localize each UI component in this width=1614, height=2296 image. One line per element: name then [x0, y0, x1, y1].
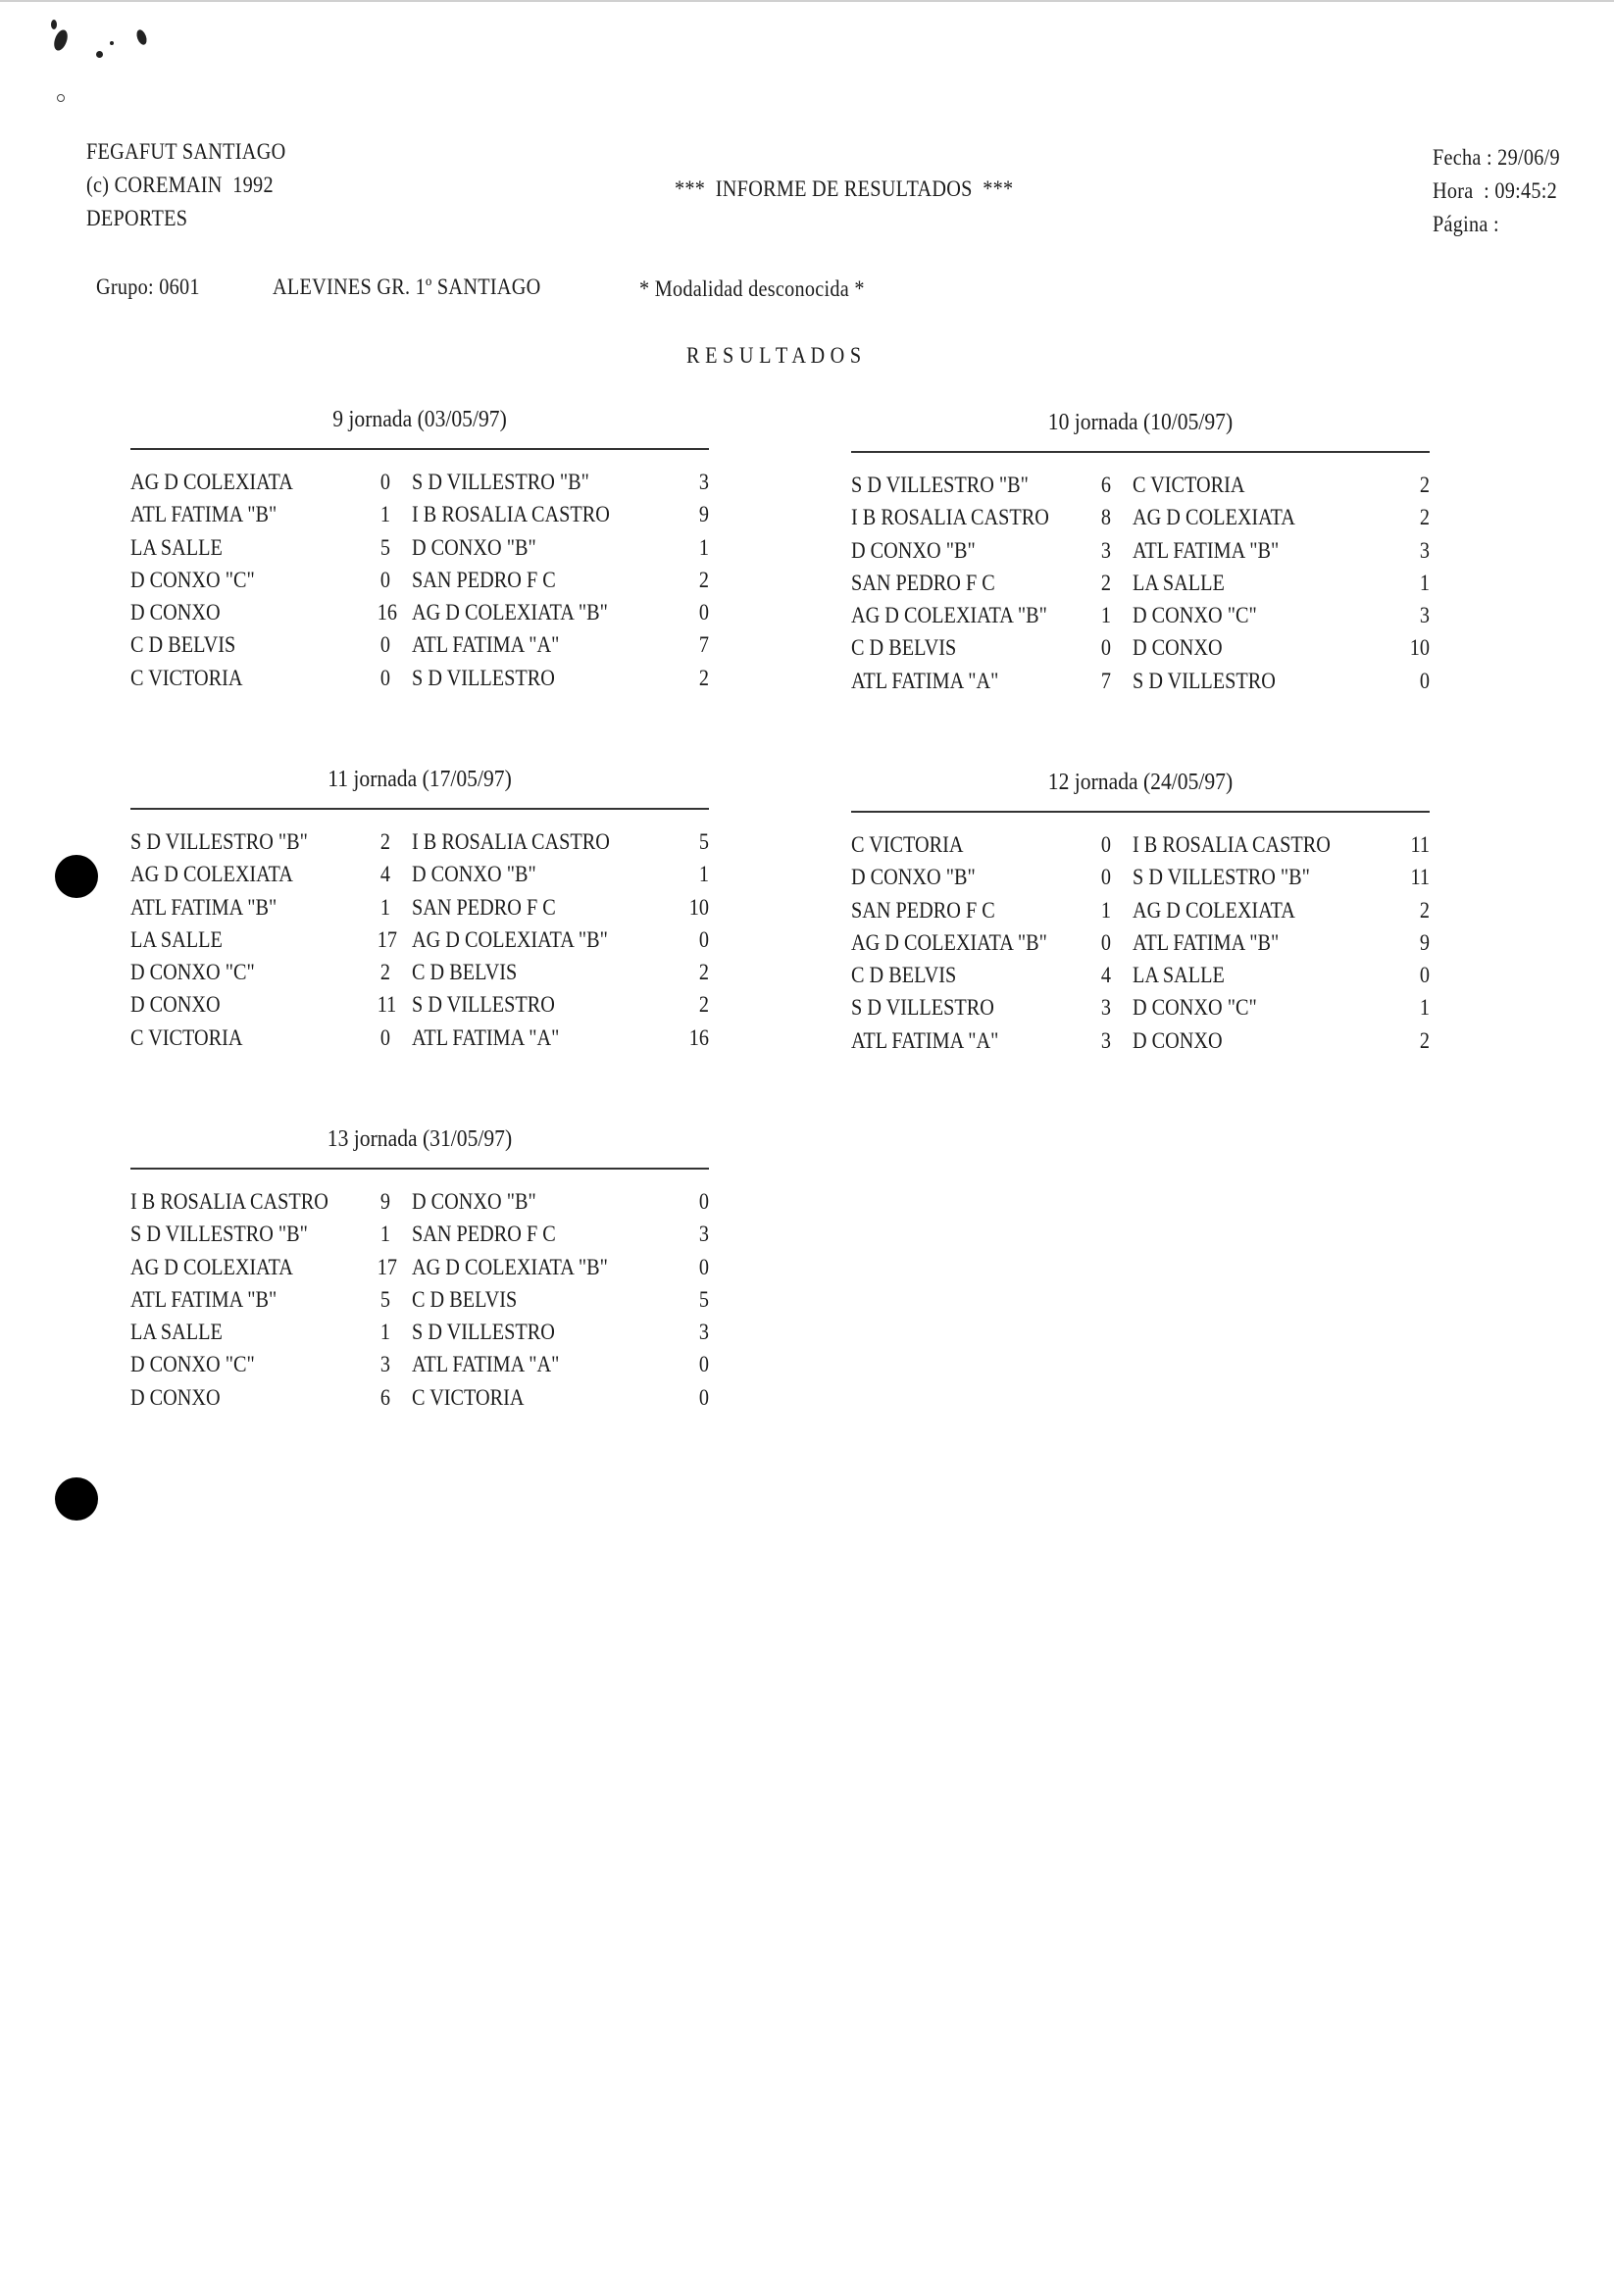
- away-team: D CONXO "B": [412, 534, 536, 560]
- away-team: S D VILLESTRO "B": [1133, 865, 1310, 890]
- match-row: [130, 891, 719, 923]
- home-score: 3: [1100, 995, 1111, 1021]
- match-row: [130, 1022, 719, 1054]
- home-team: ATL FATIMA "A": [851, 668, 999, 693]
- home-team: D CONXO "B": [851, 537, 976, 563]
- home-team: D CONXO "C": [130, 960, 255, 985]
- match-row: [851, 534, 1439, 567]
- match-row: [851, 665, 1439, 697]
- match-row: [130, 628, 719, 661]
- scan-speck: [57, 94, 65, 102]
- away-score: 3: [1419, 537, 1430, 563]
- home-team: AG D COLEXIATA: [130, 470, 293, 494]
- home-team: S D VILLESTRO "B": [130, 1222, 308, 1247]
- home-score: 1: [379, 502, 390, 527]
- home-team: D CONXO: [130, 600, 221, 625]
- match-list: [130, 825, 719, 1054]
- match-row: [130, 1348, 719, 1380]
- match-row: [130, 564, 719, 596]
- modality-label: * Modalidad desconocida *: [639, 276, 865, 301]
- match-row: [851, 501, 1439, 533]
- away-team: C D BELVIS: [412, 1286, 518, 1312]
- round-title: 9 jornada (03/05/97): [332, 407, 507, 432]
- away-team: D CONXO: [1133, 635, 1223, 661]
- home-score: 5: [379, 534, 390, 560]
- away-team: ATL FATIMA "B": [1133, 929, 1280, 955]
- match-row: [130, 1283, 719, 1316]
- away-team: SAN PEDRO F C: [412, 894, 556, 920]
- away-score: 2: [1419, 897, 1430, 923]
- home-score: 3: [1100, 537, 1111, 563]
- match-row: [851, 599, 1439, 631]
- home-score: 0: [1100, 865, 1111, 890]
- home-score: 3: [379, 1352, 390, 1377]
- away-score: 2: [698, 960, 709, 985]
- away-score: 2: [698, 665, 709, 690]
- round-rule: [130, 808, 709, 810]
- home-score: 0: [1100, 929, 1111, 955]
- match-row: [851, 1024, 1439, 1057]
- match-row: [851, 828, 1439, 861]
- home-score: 1: [1100, 897, 1111, 923]
- away-score: 5: [698, 829, 709, 854]
- home-team: S D VILLESTRO "B": [130, 829, 308, 854]
- home-team: SAN PEDRO F C: [851, 897, 995, 923]
- away-score: 16: [688, 1024, 709, 1050]
- home-score: 1: [1100, 603, 1111, 628]
- home-score: 2: [379, 829, 390, 854]
- home-score: 1: [379, 1320, 390, 1345]
- home-score: 0: [379, 567, 390, 592]
- away-team: ATL FATIMA "A": [412, 632, 560, 658]
- home-score: 1: [379, 1222, 390, 1247]
- home-score: 0: [379, 1024, 390, 1050]
- home-score: 17: [377, 926, 398, 952]
- away-score: 1: [698, 862, 709, 887]
- away-score: 2: [698, 567, 709, 592]
- home-score: 3: [1100, 1027, 1111, 1053]
- home-team: AG D COLEXIATA: [130, 862, 293, 887]
- away-team: ATL FATIMA "B": [1133, 537, 1280, 563]
- match-row: [851, 631, 1439, 664]
- away-team: S D VILLESTRO: [412, 1320, 555, 1345]
- away-score: 11: [1410, 832, 1430, 857]
- match-row: [130, 988, 719, 1021]
- home-score: 11: [377, 992, 397, 1018]
- scan-speck: [135, 28, 149, 46]
- away-score: 3: [698, 470, 709, 494]
- home-team: C D BELVIS: [851, 963, 957, 988]
- home-score: 2: [379, 960, 390, 985]
- home-team: S D VILLESTRO "B": [851, 473, 1029, 497]
- home-score: 17: [377, 1254, 398, 1279]
- home-team: SAN PEDRO F C: [851, 570, 995, 595]
- home-team: D CONXO "C": [130, 1352, 255, 1377]
- away-team: LA SALLE: [1133, 570, 1225, 595]
- punch-hole: [55, 1477, 98, 1521]
- home-score: 0: [379, 665, 390, 690]
- away-team: AG D COLEXIATA "B": [412, 926, 608, 952]
- match-list: [130, 466, 719, 694]
- match-row: [851, 567, 1439, 599]
- match-row: [130, 1251, 719, 1283]
- away-team: S D VILLESTRO "B": [412, 470, 589, 494]
- home-score: 5: [379, 1286, 390, 1312]
- home-score: 4: [1100, 963, 1111, 988]
- match-row: [130, 466, 719, 498]
- away-team: AG D COLEXIATA "B": [412, 1254, 608, 1279]
- round-rule: [851, 811, 1430, 813]
- home-score: 0: [1100, 635, 1111, 661]
- round-title: 11 jornada (17/05/97): [328, 767, 512, 792]
- match-row: [130, 531, 719, 564]
- match-row: [851, 894, 1439, 926]
- match-row: [130, 498, 719, 530]
- home-score: 6: [379, 1384, 390, 1410]
- away-score: 3: [698, 1320, 709, 1345]
- away-score: 0: [1419, 963, 1430, 988]
- away-team: SAN PEDRO F C: [412, 1222, 556, 1247]
- report-title: *** INFORME DE RESULTADOS ***: [675, 176, 1014, 201]
- away-score: 5: [698, 1286, 709, 1312]
- away-score: 0: [698, 1189, 709, 1214]
- round-rule: [130, 1168, 709, 1170]
- home-team: D CONXO: [130, 1384, 221, 1410]
- round-title: 10 jornada (10/05/97): [1047, 410, 1234, 435]
- match-row: [130, 662, 719, 694]
- home-team: ATL FATIMA "B": [130, 502, 277, 527]
- home-team: D CONXO: [130, 992, 221, 1018]
- round-rule: [851, 451, 1430, 453]
- away-score: 1: [1419, 995, 1430, 1021]
- away-team: D CONXO "B": [412, 862, 536, 887]
- away-team: S D VILLESTRO: [412, 665, 555, 690]
- home-team: C D BELVIS: [130, 632, 236, 658]
- home-team: LA SALLE: [130, 1320, 223, 1345]
- match-row: [851, 991, 1439, 1023]
- away-score: 2: [1419, 1027, 1430, 1053]
- match-row: [130, 825, 719, 858]
- home-team: AG D COLEXIATA: [130, 1254, 293, 1279]
- home-score: 7: [1100, 668, 1111, 693]
- match-row: [130, 956, 719, 988]
- away-team: AG D COLEXIATA: [1133, 897, 1295, 923]
- section-title: R E S U L T A D O S: [686, 343, 862, 368]
- away-score: 0: [698, 1254, 709, 1279]
- home-team: C VICTORIA: [130, 1024, 243, 1050]
- home-score: 9: [379, 1189, 390, 1214]
- scan-speck: [51, 20, 57, 29]
- home-score: 0: [1100, 832, 1111, 857]
- round-rule: [130, 448, 709, 450]
- away-team: S D VILLESTRO: [1133, 668, 1276, 693]
- home-team: D CONXO "B": [851, 865, 976, 890]
- group-code: Grupo: 0601: [96, 275, 200, 299]
- match-list: [130, 1185, 719, 1414]
- round-title: 12 jornada (24/05/97): [1047, 770, 1234, 795]
- home-team: C VICTORIA: [130, 665, 243, 690]
- away-score: 0: [1419, 668, 1430, 693]
- away-team: ATL FATIMA "A": [412, 1024, 560, 1050]
- away-team: AG D COLEXIATA "B": [412, 600, 608, 625]
- home-team: AG D COLEXIATA "B": [851, 603, 1047, 628]
- home-score: 8: [1100, 505, 1111, 530]
- away-team: D CONXO: [1133, 1027, 1223, 1053]
- home-team: S D VILLESTRO: [851, 995, 994, 1021]
- away-team: C VICTORIA: [412, 1384, 525, 1410]
- department-line: DEPORTES: [86, 206, 188, 230]
- home-team: AG D COLEXIATA "B": [851, 929, 1047, 955]
- away-score: 2: [698, 992, 709, 1018]
- away-score: 10: [688, 894, 709, 920]
- group-name: ALEVINES GR. 1º SANTIAGO: [273, 275, 541, 299]
- home-score: 1: [379, 894, 390, 920]
- home-score: 2: [1100, 570, 1111, 595]
- away-team: LA SALLE: [1133, 963, 1225, 988]
- match-row: [851, 861, 1439, 893]
- away-score: 3: [698, 1222, 709, 1247]
- away-team: AG D COLEXIATA: [1133, 505, 1295, 530]
- match-row: [130, 858, 719, 890]
- away-score: 0: [698, 1352, 709, 1377]
- scan-speck: [52, 28, 71, 53]
- match-row: [130, 1316, 719, 1348]
- home-team: LA SALLE: [130, 534, 223, 560]
- home-team: LA SALLE: [130, 926, 223, 952]
- away-score: 1: [1419, 570, 1430, 595]
- away-score: 2: [1419, 505, 1430, 530]
- away-team: I B ROSALIA CASTRO: [412, 829, 610, 854]
- home-score: 6: [1100, 473, 1111, 497]
- away-score: 0: [698, 1384, 709, 1410]
- home-score: 16: [377, 600, 398, 625]
- home-team: C D BELVIS: [851, 635, 957, 661]
- match-row: [130, 923, 719, 956]
- away-score: 9: [1419, 929, 1430, 955]
- away-score: 2: [1419, 473, 1430, 497]
- away-team: I B ROSALIA CASTRO: [412, 502, 610, 527]
- home-team: ATL FATIMA "A": [851, 1027, 999, 1053]
- match-list: [851, 828, 1439, 1057]
- away-team: I B ROSALIA CASTRO: [1133, 832, 1331, 857]
- away-score: 10: [1409, 635, 1430, 661]
- date-line: Fecha : 29/06/9: [1433, 145, 1560, 170]
- match-row: [851, 959, 1439, 991]
- away-score: 7: [698, 632, 709, 658]
- page-line: Página :: [1433, 212, 1499, 236]
- match-list: [851, 469, 1439, 697]
- match-row: [130, 1185, 719, 1218]
- away-team: SAN PEDRO F C: [412, 567, 556, 592]
- home-team: C VICTORIA: [851, 832, 964, 857]
- away-score: 0: [698, 600, 709, 625]
- home-team: ATL FATIMA "B": [130, 1286, 277, 1312]
- match-row: [851, 469, 1439, 501]
- copyright-line: (c) COREMAIN 1992: [86, 173, 274, 197]
- away-team: C D BELVIS: [412, 960, 518, 985]
- home-score: 4: [379, 862, 390, 887]
- away-team: C VICTORIA: [1133, 473, 1245, 497]
- round-title: 13 jornada (31/05/97): [327, 1126, 513, 1152]
- away-score: 0: [698, 926, 709, 952]
- time-line: Hora : 09:45:2: [1433, 178, 1558, 203]
- home-team: D CONXO "C": [130, 567, 255, 592]
- match-row: [130, 596, 719, 628]
- org-name: FEGAFUT SANTIAGO: [86, 139, 286, 164]
- home-score: 0: [379, 470, 390, 494]
- home-score: 0: [379, 632, 390, 658]
- away-score: 3: [1419, 603, 1430, 628]
- away-team: D CONXO "B": [412, 1189, 536, 1214]
- away-team: D CONXO "C": [1133, 995, 1257, 1021]
- scan-speck: [110, 41, 114, 45]
- page-top-edge: [0, 0, 1614, 2]
- away-score: 11: [1410, 865, 1430, 890]
- match-row: [851, 926, 1439, 959]
- punch-hole: [55, 855, 98, 898]
- away-score: 1: [698, 534, 709, 560]
- match-row: [130, 1218, 719, 1250]
- away-team: ATL FATIMA "A": [412, 1352, 560, 1377]
- scan-speck: [96, 51, 103, 58]
- home-team: ATL FATIMA "B": [130, 894, 277, 920]
- home-team: I B ROSALIA CASTRO: [130, 1189, 328, 1214]
- away-score: 9: [698, 502, 709, 527]
- match-row: [130, 1381, 719, 1414]
- home-team: I B ROSALIA CASTRO: [851, 505, 1049, 530]
- away-team: D CONXO "C": [1133, 603, 1257, 628]
- away-team: S D VILLESTRO: [412, 992, 555, 1018]
